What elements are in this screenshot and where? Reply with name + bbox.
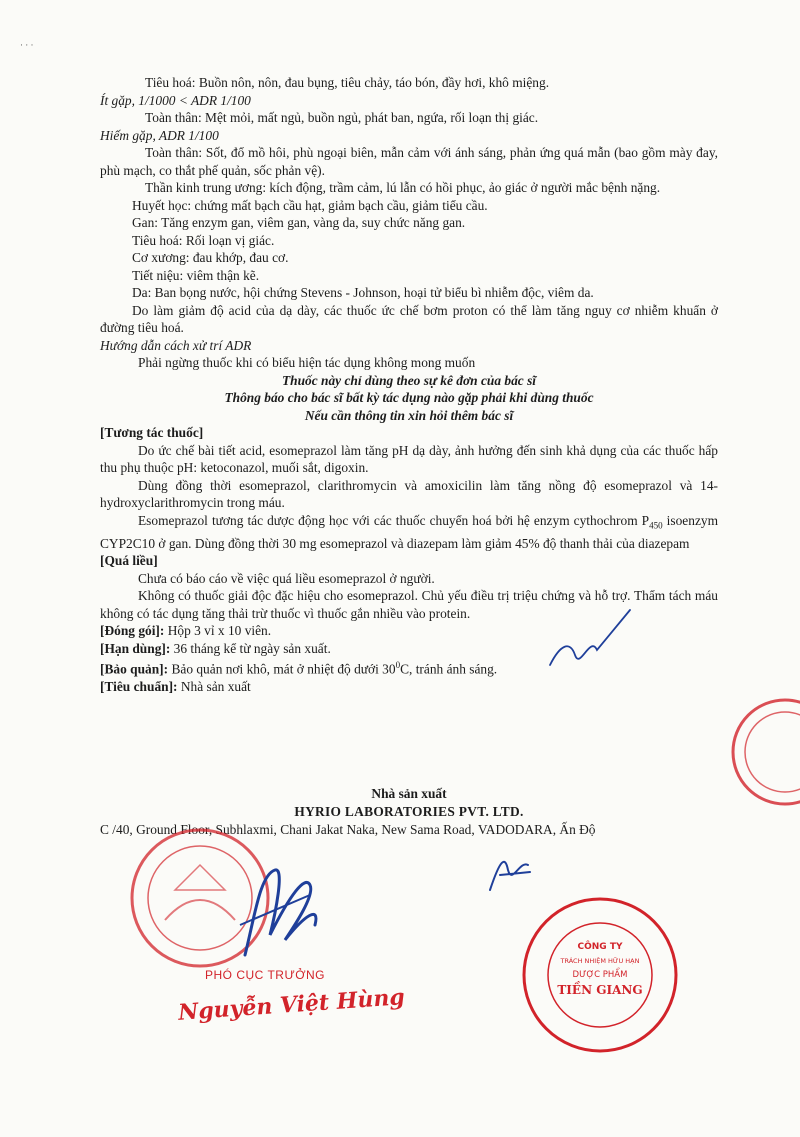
- warning-line: Thuốc này chỉ dùng theo sự kê đơn của bác sĩ: [281, 372, 537, 388]
- scan-specks: · · ·: [20, 40, 34, 50]
- text-line: Không có thuốc giải độc đặc hiệu cho esomeprazol. Chủ yếu điều trị triệu chứng và hỗ trợ. Thẩm tách máu không có tác dụng tăng thải trừ thuốc vì thuốc gắn nhiều vào protein.: [100, 588, 718, 621]
- edge-stamp: [715, 690, 800, 815]
- company-stamp: [520, 895, 680, 1055]
- text-line: Gan: Tăng enzym gan, viêm gan, vàng da, suy chức năng gan.: [132, 215, 466, 230]
- adr-guidance-heading: Hướng dẫn cách xử trí ADR: [100, 337, 252, 353]
- text-line: Phải ngừng thuốc khi có biểu hiện tác dụng không mong muốn: [138, 355, 476, 370]
- section-heading-overdose: [Quá liều]: [100, 553, 158, 569]
- text-line: Chưa có báo cáo về việc quá liều esomeprazol ở người.: [138, 570, 435, 586]
- frequency-heading: Hiếm gặp, ADR 1/100: [100, 127, 219, 143]
- text-line: Do làm giảm độ acid của dạ dày, các thuốc ức chế bơm proton có thể làm tăng nguy cơ nhiễm khuẩn ở đường tiêu hoá.: [100, 302, 718, 335]
- text-line: Dùng đồng thời esomeprazol, clarithromycin và amoxicilin làm tăng nồng độ esomeprazol và 14- hydroxyclarithromycin trong máu.: [100, 477, 718, 510]
- leaflet-body: [100, 74, 718, 696]
- signatory-name: Nguyễn Việt Hùng: [177, 984, 406, 1026]
- text-line: Tiết niệu: viêm thận kẽ.: [132, 267, 260, 283]
- text-line: Cơ xương: đau khớp, đau cơ.: [132, 250, 289, 265]
- text-line: Esomeprazol tương tác dược động học với các thuốc chuyển hoá bởi hệ enzym cythochrom $P_{450}$ isoenzym CYP2C10 ở gan. Dùng đồng thời 30 mg esomeprazol và diazepam làm giảm 45% độ thanh thải của diazepam: [100, 512, 718, 551]
- text-line: Toàn thân: Sốt, đổ mồ hôi, phù ngoại biên, mẫn cảm với ánh sáng, phản ứng quá mẫn (bao gồm mày đay, phù mạch, co thắt phế quản, sốc phản vệ).: [100, 145, 718, 178]
- text-line: Toàn thân: Mệt mỏi, mất ngủ, buồn ngủ, phát ban, ngứa, rối loạn thị giác.: [145, 110, 539, 125]
- section-heading-interaction: [Tương tác thuốc]: [100, 425, 204, 440]
- warning-line: Thông báo cho bác sĩ bất kỳ tác dụng nào gặp phải khi dùng thuốc: [224, 390, 594, 405]
- storage-line: [Bảo quản]: Bảo quản nơi khô, mát ở nhiệt độ dưới $30^0C$, tránh ánh sáng.: [100, 660, 498, 677]
- frequency-heading: Ít gặp, 1/1000 < ADR 1/100: [100, 92, 251, 108]
- text-line: Da: Ban bọng nước, hội chứng Stevens - Johnson, hoại tử biểu bì nhiễm độc, viêm da.: [132, 285, 594, 300]
- packaging-line: [Đóng gói]: Hộp 3 vỉ x 10 viên.: [100, 623, 272, 639]
- stamp-text: TIỀN GIANG: [557, 983, 643, 997]
- deputy-director-title: PHÓ CỤC TRƯỞNG: [205, 968, 325, 982]
- stamp-text: DƯỢC PHẨM: [572, 970, 628, 980]
- text-line: Do ức chế bài tiết acid, esomeprazol làm tăng pH dạ dày, ảnh hưởng đến sinh khả dụng của các thuốc hấp thu phụ thuộc pH: ketoconazol, muối sắt, digoxin.: [100, 442, 718, 475]
- manufacturer-address: C /40, Ground Floor, Subhlaxmi, Chani Jakat Naka, New Sama Road, VADODARA, Ấn Độ: [100, 822, 596, 837]
- expiry-line: [Hạn dùng]: 36 tháng kể từ ngày sản xuất.: [100, 640, 331, 656]
- small-signature: [480, 850, 540, 900]
- standard-line: [Tiêu chuẩn]: Nhà sản xuất: [100, 679, 251, 695]
- text-line: Huyết học: chứng mất bạch cầu hạt, giảm bạch cầu, giảm tiểu cầu.: [132, 197, 488, 213]
- blue-signature: [215, 855, 335, 975]
- manufacturer-heading: Nhà sản xuất: [371, 786, 447, 801]
- text-line: Tiêu hoá: Buồn nôn, nôn, đau bụng, tiêu chảy, táo bón, đầy hơi, khô miệng.: [145, 75, 550, 90]
- manufacturer-name: HYRIO LABORATORIES PVT. LTD.: [294, 804, 524, 819]
- stamp-text: TRÁCH NHIỆM HỮU HẠN: [560, 957, 640, 965]
- stamp-text: CÔNG TY: [577, 942, 623, 952]
- warning-line: Nếu cần thông tin xin hỏi thêm bác sĩ: [304, 407, 514, 423]
- text-line: Thần kinh trung ương: kích động, trầm cảm, lú lẫn có hồi phục, ảo giác ở người mắc bệnh nặng.: [145, 180, 661, 195]
- overdose-signature: [535, 605, 645, 695]
- text-line: Tiêu hoá: Rối loạn vị giác.: [132, 232, 275, 248]
